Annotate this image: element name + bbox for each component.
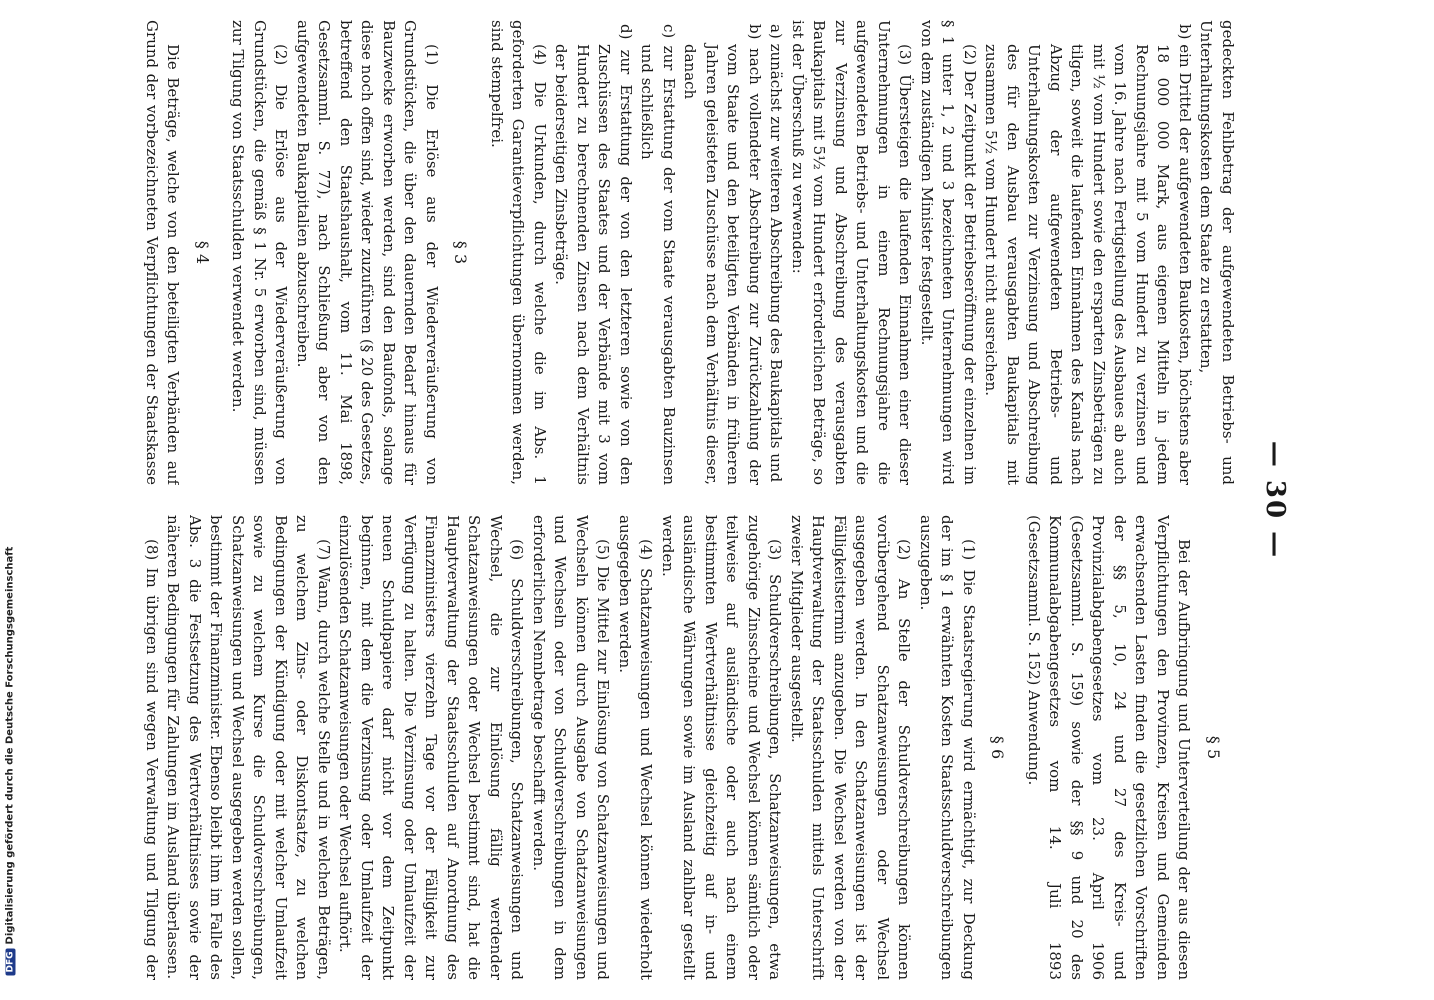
digitization-credit-strip — [0, 0, 24, 1000]
section-heading: § 3 — [451, 240, 471, 265]
paragraph: (7) Wann, durch welche Stelle und in welchen Beträgen, zu welchem Zins- oder Diskontsatze, zu welchen Bedingungen der Kündigung oder mit welcher Umlaufzeit sowie zu welchem Kurse die Schuldverschreibungen, Schatzanweisungen und Wechsel ausgegeben werden sollen, bestimmt der Finanzminister. Ebenso bleibt ihm im Falle des Abs. 3 die Festsetzung des Wertverhältnisses sowie der näheren Bedingungen für Zahlungen im Ausland überlassen. — [164, 515, 333, 980]
list-item: d) zur Erstattung der von den letzteren sowie von den Zuschüssen des Staates und der Verbände mit 3 vom Hundert zu berechnenden Zinsen nach dem Verhältnis der beiderseitigen Zinsbeträge. — [552, 24, 635, 485]
paragraph: (1) Die Erlöse aus der Wiederveräußerung von Grundstücken, die über den dauernden Bedarf hinaus für Bauzwecke erworben werden, sind den Baufonds, solange diese noch offen sind, wieder zuzuführen (§ 20 des Gesetzes, betreffend den Staatshaushalt, vom 11. Mai 1898, Gesetzsamml. S. 77), nach Schließung aber von den aufgewendeten Baukapitalien abzuschreiben. — [294, 20, 441, 485]
paragraph: (4) Schatzanweisungen und Wechsel können wiederholt ausgegeben werden. — [616, 515, 656, 980]
paragraph: Bei der Aufbringung und Unterverteilung der aus diesen Verpflichtungen den Provinzen, Kreisen und Gemeinden erwachsenden Lasten finden die gesetzlichen Vorschriften der §§ 5, 10, 24 und 27 des Kreis- und Provinzialabgabengesetzes vom 23. April 1906 (Gesetzsamml. S. 159) sowie der §§ 9 und 20 des Kommunalabgabengesetzes vom 14. Juli 1893 (Gesetzsamml. S. 152) Anwendung. — [1025, 515, 1194, 980]
left-column — [140, 20, 1238, 485]
paragraph: (8) Im übrigen sind wegen Verwaltung und Tilgung der — [143, 539, 161, 980]
right-column — [140, 515, 1238, 980]
paragraph: gedeckten Fehlbetrag der aufgewendeten Betriebs- und Unterhaltungskosten dem Staate zu erstatten, — [1197, 20, 1237, 485]
paragraph: Die Beträge, welche von den beteiligten Verbänden auf Grund der vorbezeichneten Verpflichtungen der Staatskasse — [143, 20, 183, 485]
section-heading: § 4 — [193, 240, 212, 265]
credit-text: Digitalisierung gefördert durch die Deutsche Forschungsgemeinschaft — [4, 546, 16, 945]
paragraph: (6) Schuldverschreibungen, Schatzanweisungen und Wechsel, die zur Einlösung fällig werdender Schatzanweisungen oder Wechsel bestimmt sind, hat die Hauptverwaltung der Staatsschulden auf Anordnung des Finanzministers vierzehn Tage vor der Fälligkeit zur Verfügung zu halten. Die Verzinsung oder Umlaufzeit der neuen Schuldpapiere darf nicht vor dem Zeitpunkt beginnen, mit dem die Verzinsung oder Umlaufzeit der einzulösenden Schatzanweisungen oder Wechsel aufhört. — [336, 515, 527, 980]
paragraph: (1) Die Staatsregierung wird ermächtigt, zur Deckung der im § 1 erwähnten Kosten Staatsschuldverschreibungen auszugeben. — [917, 515, 978, 980]
paragraph: (2) Die Erlöse aus der Wiederveräußerung von Grundstücken, die gemäß § 1 Nr. 5 erworben sind, müssen zur Tilgung von Staatsschulden verwendet werden. — [229, 20, 291, 485]
text-columns — [140, 20, 1238, 980]
paragraph: (4) Die Urkunden, durch welche die im Abs. 1 geforderten Garantieverpflichtungen übernommen werden, sind stempelfrei. — [488, 20, 549, 485]
digitization-credit — [5, 16, 16, 976]
list-item: c) zur Erstattung der vom Staate verausgabten Bauzinsen und schließlich — [638, 24, 678, 485]
paragraph: (2) Der Zeitpunkt der Betriebseröffnung der einzelnen im § 1 unter 1, 2 und 3 bezeichneten Unternehmungen wird von dem zuständigen Minister festgestellt. — [918, 20, 979, 485]
paragraph: (2) An Stelle der Schuldverschreibungen können vorübergehend Schatzanweisungen oder Wechsel ausgegeben werden. In den Schatzanweisungen ist der Fälligkeitstermin anzugeben. Die Wechsel werden von der Hauptverwaltung der Staatsschulden mittels Unterschrift zweier Mitglieder ausgestellt. — [788, 515, 914, 980]
list-item: a) zunächst zur weiteren Abschreibung des Baukapitals und — [767, 24, 786, 483]
section-heading: § 6 — [988, 735, 1008, 760]
list-item: b) nach vollendeter Abschreibung zur Zurückzahlung der vom Staate und den beteiligten Verbänden in früheren Jahren geleisteten Zuschüsse nach dem Verhältnis dieser, danach — [681, 24, 764, 485]
dfg-logo: DFG — [6, 948, 16, 975]
section-heading: § 5 — [1204, 735, 1223, 760]
paragraph: (5) Die Mittel zur Einlösung von Schatzanweisungen und Wechseln können durch Ausgabe von Schatzanweisungen und Wechseln oder von Schuldverschreibungen in dem erforderlichen Nennbetrage beschafft werden. — [530, 515, 613, 980]
paragraph: (3) Schuldverschreibungen, Schatzanweisungen, etwa zugehörige Zinsscheine und Wechsel können sämtlich oder teilweise auf ausländische oder auch nach einem bestimmten Wertverhältnisse gleichzeitig auf in- und ausländische Währungen sowie im Ausland zahlbar gestellt werden. — [659, 515, 785, 980]
document-page — [140, 20, 1290, 980]
page-number: — 30 — — [1260, 440, 1290, 560]
paragraph: (3) Übersteigen die laufenden Einnahmen einer dieser Unternehmungen in einem Rechnungsjahre die aufgewendeten Betriebs- und Unterhaltungskosten und die zur Verzinsung und Abschreibung des verausgabten Baukapitals mit 5½ vom Hundert erforderlichen Beträge, so ist der Überschuß zu verwenden: — [789, 20, 915, 485]
list-item: b) ein Drittel der aufgewendeten Baukosten, höchstens aber 18 000 000 Mark, aus eigenen Mitteln in jedem Rechnungsjahre mit 5 vom Hundert zu verzinsen und vom 16. Jahre nach Fertigstellung des Ausbaues ab auch mit ½ vom Hundert sowie den ersparten Zinsbeträgen zu tilgen, soweit die laufenden Einnahmen des Kanals nach Abzug der aufgewendeten Betriebs- und Unterhaltungskosten zur Verzinsung und Abschreibung des für den Ausbau verausgabten Baukapitals mit zusammen 5½ vom Hundert nicht ausreichen. — [982, 24, 1194, 485]
